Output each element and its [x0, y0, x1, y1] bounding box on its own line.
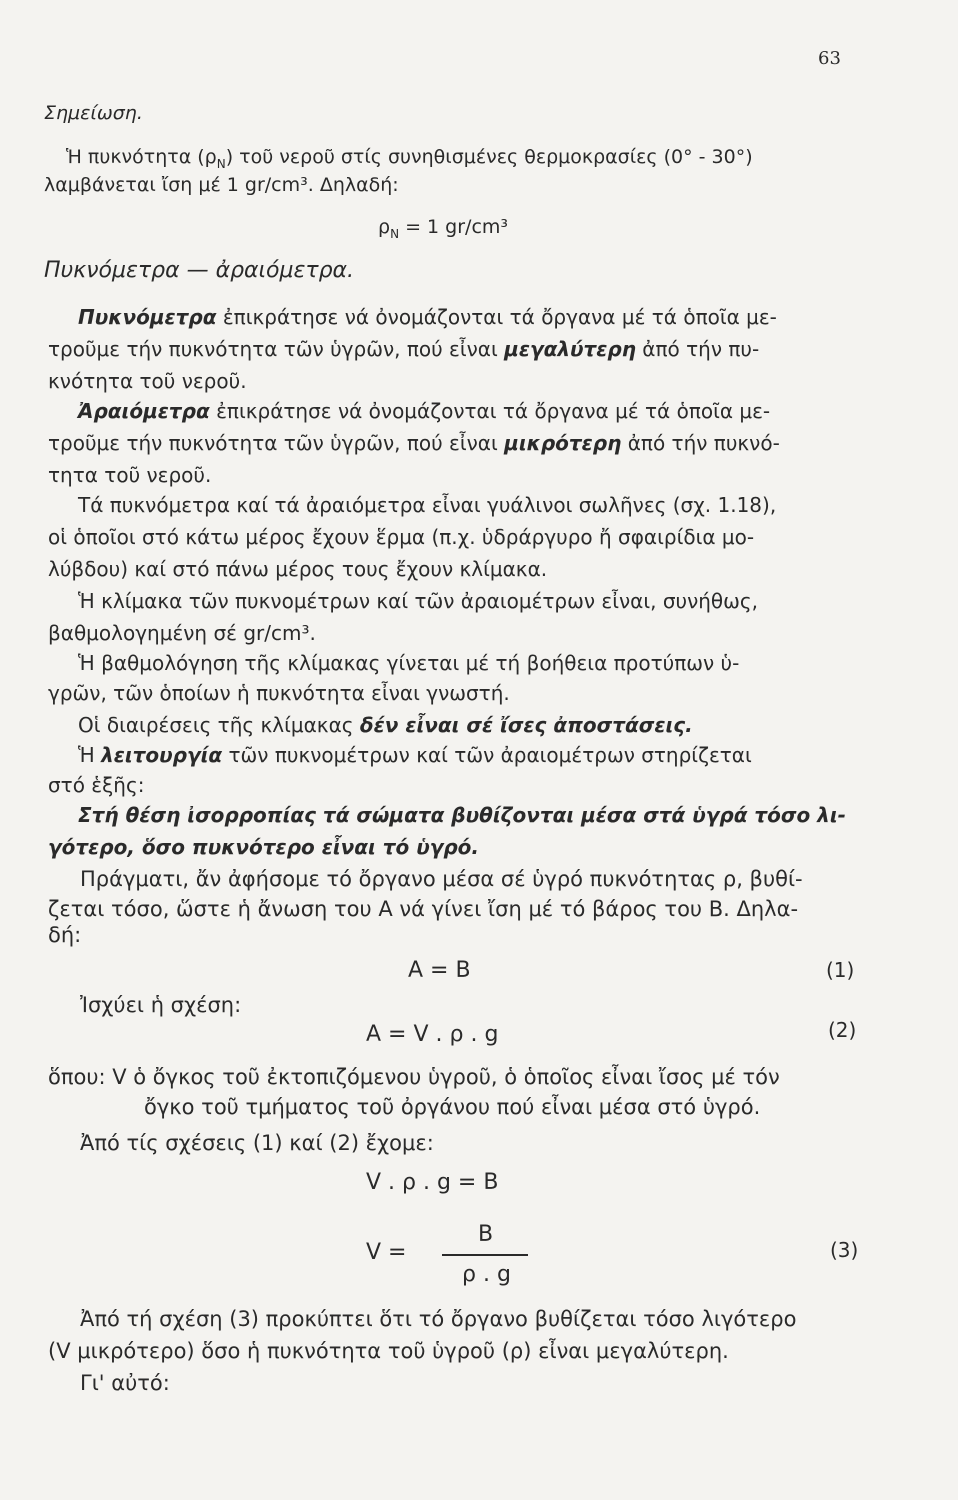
equation-water-density: $\rho_N = 1$ gr/cm³ [378, 216, 509, 241]
paragraph-11: Ἀπό τίς σχέσεις (1) καί (2) ἔχομε: [80, 1131, 434, 1155]
paragraph-4-line-2: βαθμολογημένη σέ gr/cm³. [48, 621, 316, 645]
paragraph-7-line-2: στό ἑξῆς: [48, 773, 145, 797]
paragraph-1-line-2: τροῦμε τήν πυκνότητα τῶν ὑγρῶν, πού εἶναι μεγαλύτερη ἀπό τήν πυ- [48, 337, 760, 361]
paragraph-1-line-3: κνότητα τοῦ νεροῦ. [48, 369, 247, 393]
note-heading: Σημείωση. [44, 102, 143, 124]
paragraph-3-line-2: οἱ ὁποῖοι στό κάτω μέρος ἔχουν ἕρμα (π.χ. ὑδράργυρο ἤ σφαιρίδια μο- [48, 525, 755, 549]
paragraph-5-line-2: γρῶν, τῶν ὁποίων ἡ πυκνότητα εἶναι γνωστή. [48, 681, 510, 705]
equation-3-denominator: ρ . g [462, 1262, 511, 1287]
paragraph-6: Οἱ διαιρέσεις τῆς κλίμακας δέν εἶναι σέ ἴσες ἀποστάσεις. [78, 713, 693, 737]
paragraph-2-line-1: Ἀραιόμετρα ἐπικράτησε νά ὀνομάζονται τά ὄργανα μέ τά ὁποῖα με- [78, 399, 771, 423]
paragraph-13: Γι' αὐτό: [80, 1371, 170, 1395]
note-line-2: λαμβάνεται ἴση μέ 1 gr/cm³. Δηλαδή: [44, 174, 399, 196]
paragraph-2-line-3: τητα τοῦ νεροῦ. [48, 463, 212, 487]
equation-3-fraction-bar [442, 1254, 528, 1256]
paragraph-4-line-1: Ἡ κλίμακα τῶν πυκνομέτρων καί τῶν ἀραιομέτρων εἶναι, συνήθως, [78, 589, 758, 613]
paragraph-3-line-3: λύβδου) καί στό πάνω μέρος τους ἔχουν κλίμακα. [48, 557, 548, 581]
paragraph-5-line-1: Ἡ βαθμολόγηση τῆς κλίμακας γίνεται μέ τή βοήθεια προτύπων ὑ- [78, 651, 740, 675]
section-title: Πυκνόμετρα — ἀραιόμετρα. [44, 258, 355, 283]
equation-combined: V . ρ . g = Β [366, 1170, 499, 1195]
principle-line-1: Στή θέση ἰσορροπίας τά σώματα βυθίζονται μέσα στά ὑγρά τόσο λι- [78, 803, 846, 827]
paragraph-10-line-2: ὄγκο τοῦ τμήματος τοῦ ὀργάνου πού εἶναι μέσα στό ὑγρό. [144, 1095, 761, 1119]
equation-2: Α = V . ρ . g [366, 1022, 499, 1047]
paragraph-1-line-1: Πυκνόμετρα ἐπικράτησε νά ὀνομάζονται τά ὄργανα μέ τά ὁποῖα με- [78, 305, 777, 329]
page-number: 63 [818, 48, 841, 69]
paragraph-9: Ἰσχύει ἡ σχέση: [80, 993, 242, 1017]
principle-line-2: γότερο, ὅσο πυκνότερο εἶναι τό ὑγρό. [48, 835, 480, 859]
equation-1: Α = Β [408, 958, 471, 983]
paragraph-8-line-3: δή: [48, 923, 82, 947]
equation-3-lhs: V = [366, 1240, 407, 1265]
paragraph-8-line-2: ζεται τόσο, ὥστε ἡ ἄνωση του Α νά γίνει ἴση μέ τό βάρος του Β. Δηλα- [48, 897, 799, 921]
equation-2-number: (2) [828, 1018, 857, 1042]
note-line-1: Ἡ πυκνότητα $(\rho_N)$ τοῦ νεροῦ στίς συνηθισμένες θερμοκρασίες (0° - 30°) [66, 146, 753, 171]
paragraph-12-line-1: Ἀπό τή σχέση (3) προκύπτει ὅτι τό ὄργανο βυθίζεται τόσο λιγότερο [80, 1307, 797, 1331]
paragraph-7-line-1: Ἡ λειτουργία τῶν πυκνομέτρων καί τῶν ἀραιομέτρων στηρίζεται [78, 743, 752, 767]
equation-3-numerator: Β [478, 1222, 494, 1247]
paragraph-8-line-1: Πράγματι, ἄν ἀφήσομε τό ὄργανο μέσα σέ ὑγρό πυκνότητας ρ, βυθί- [80, 867, 803, 891]
paragraph-12-line-2: (V μικρότερο) ὅσο ἡ πυκνότητα τοῦ ὑγροῦ (ρ) εἶναι μεγαλύτερη. [48, 1339, 729, 1363]
equation-1-number: (1) [826, 958, 855, 982]
paragraph-10-line-1: ὅπου: V ὁ ὄγκος τοῦ ἐκτοπιζόμενου ὑγροῦ, ὁ ὁποῖος εἶναι ἴσος μέ τόν [48, 1065, 780, 1089]
equation-3-number: (3) [830, 1238, 859, 1262]
paragraph-2-line-2: τροῦμε τήν πυκνότητα τῶν ὑγρῶν, πού εἶναι μικρότερη ἀπό τήν πυκνό- [48, 431, 780, 455]
paragraph-3-line-1: Τά πυκνόμετρα καί τά ἀραιόμετρα εἶναι γυάλινοι σωλῆνες (σχ. 1.18), [78, 493, 777, 517]
